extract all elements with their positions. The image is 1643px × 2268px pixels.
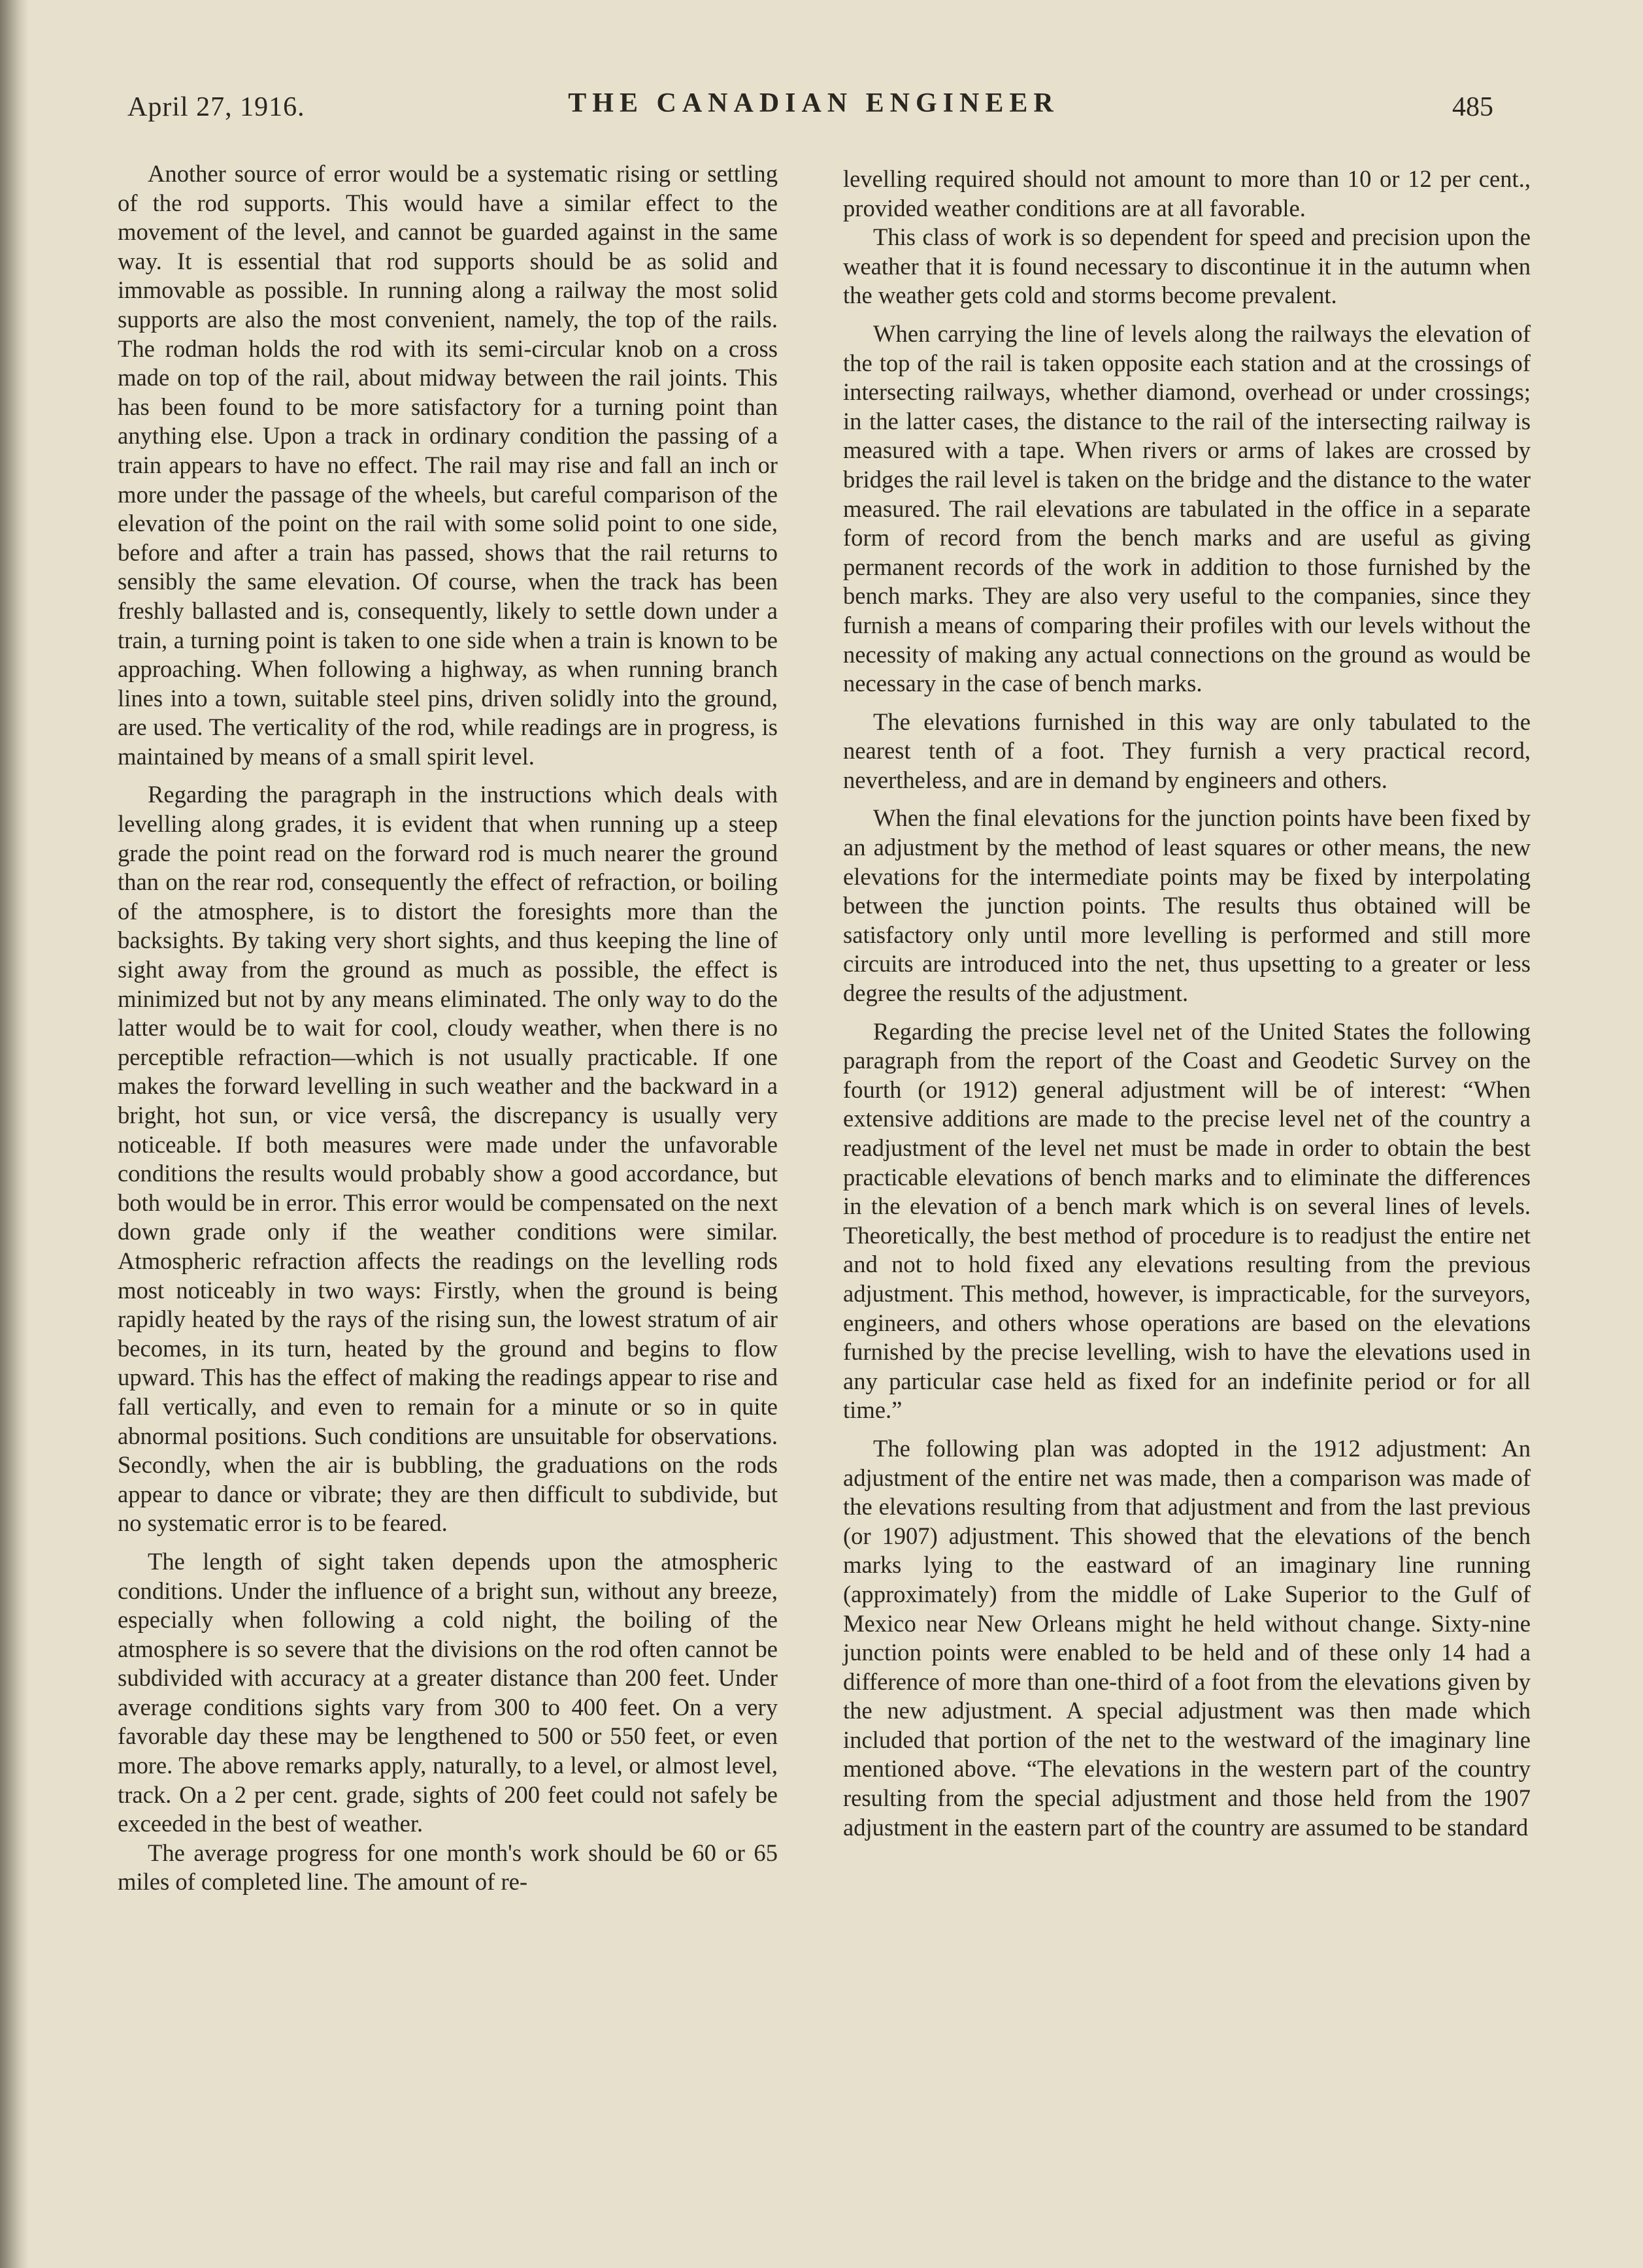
- paragraph: The average progress for one month's work should be 60 or 65 miles of completed line. The amount of re-: [118, 1839, 778, 1896]
- issue-date: April 27, 1916.: [127, 92, 305, 122]
- paragraph: levelling required should not amount to more than 10 or 12 per cent., provided weather conditions are at all favorable.: [843, 165, 1531, 222]
- paragraph: The elevations furnished in this way are only tabulated to the nearest tenth of a foot. They furnish a very practical record, nevertheless, and are in demand by engineers and others.: [843, 708, 1531, 793]
- right-column: [843, 165, 1531, 1842]
- paragraph: The length of sight taken depends upon the atmospheric conditions. Under the influence of a bright sun, without any breeze, especially when following a cold night, the boiling of the atmosphere is so severe that the divisions on the rod often cannot be subdivided with accuracy at a greater distance than 200 feet. Under average conditions sights vary from 300 to 400 feet. On a very favorable day these may be lengthened to 500 or 550 feet, or even more. The above remarks apply, naturally, to a level, or almost level, track. On a 2 per cent. grade, sights of 200 feet could not safely be exceeded in the best of weather.: [118, 1547, 778, 1837]
- page-gutter-fade: [20, 0, 29, 2268]
- paragraph: When the final elevations for the junction points have been fixed by an adjustment by the method of least squares or other means, the new elevations for the intermediate points may be fixed by interpolating between the junction points. The results thus obtained will be satisfactory only until more levelling is performed and still more circuits are introduced into the net, thus upsetting to a greater or less degree the results of the adjustment.: [843, 804, 1531, 1007]
- paragraph: Regarding the paragraph in the instructions which deals with levelling along grades, it is evident that when running up a steep grade the point read on the forward rod is much nearer the ground than on the rear rod, consequently the effect of refraction, or boiling of the atmosphere, is to distort the foresights more than the backsights. By taking very short sights, and thus keeping the line of sight away from the ground as much as possible, the effect is minimized but not by any means eliminated. The only way to do the latter would be to wait for cool, cloudy weather, when there is no perceptible refraction—which is not usually practicable. If one makes the forward levelling in such weather and the backward in a bright, hot sun, or vice versâ, the discrepancy is usually very noticeable. If both measures were made under the unfavorable conditions the results would probably show a good accordance, but both would be in error. This error would be compensated on the next down grade only if the weather conditions were similar. Atmospheric refraction affects the readings on the levelling rods most noticeably in two ways: Firstly, when the ground is being rapidly heated by the rays of the rising sun, the lowest stratum of air becomes, in its turn, heated by the ground and begins to flow upward. This has the effect of making the readings appear to rise and fall vertically, and even to remain for a minute or so in quite abnormal positions. Such conditions are unsuitable for observations. Secondly, when the air is bubbling, the graduations on the rods appear to dance or vibrate; they are then difficult to subdivide, but no systematic error is to be feared.: [118, 781, 778, 1537]
- paragraph: When carrying the line of levels along the railways the elevation of the top of the rail is taken opposite each station and at the crossings of intersecting railways, whether diamond, overhead or under crossings; in the latter cases, the distance to the rail of the intersecting railway is measured with a tape. When rivers or arms of lakes are crossed by bridges the rail level is taken on the bridge and the distance to the water measured. The rail elevations are tabulated in the office in a separate form of record from the bench marks and are useful as giving permanent records of the work in addition to those furnished by the bench marks. They are also very useful to the companies, since they furnish a means of comparing their profiles with our levels without the necessity of making any actual connections on the ground as would be necessary in the case of bench marks.: [843, 320, 1531, 697]
- page-gutter-shadow: [0, 0, 20, 2268]
- page-number: 485: [1452, 92, 1493, 122]
- left-column: [118, 159, 778, 1897]
- journal-title: THE CANADIAN ENGINEER: [568, 88, 1059, 118]
- running-header: [127, 80, 1500, 125]
- paragraph: The following plan was adopted in the 1912 adjustment: An adjustment of the entire net was made, then a comparison was made of the elevations resulting from that adjustment and from the last previous (or 1907) adjustment. This showed that the elevations of the bench marks lying to the eastward of an imaginary line running (approximately) from the middle of Lake Superior to the Gulf of Mexico near New Orleans might he held without change. Sixty-nine junction points were enabled to be held and of these only 14 had a difference of more than one-third of a foot from the elevations given by the new adjustment. A special adjustment was then made which included that portion of the net to the westward of the imaginary line mentioned above. “The elevations in the western part of the country resulting from the special adjustment and those held from the 1907 adjustment in the eastern part of the country are assumed to be standard: [843, 1434, 1531, 1841]
- paragraph: This class of work is so dependent for speed and precision upon the weather that it is found necessary to discontinue it in the autumn when the weather gets cold and storms become prevalent.: [843, 223, 1531, 309]
- paragraph: Regarding the precise level net of the United States the following paragraph from the report of the Coast and Geodetic Survey on the fourth (or 1912) general adjustment will be of interest: “When extensive additions are made to the precise level net of the country a readjustment of the level net must be made in order to obtain the best practicable elevations of bench marks and to eliminate the differences in the elevation of a bench mark which is on several lines of levels. Theoretically, the best method of procedure is to readjust the entire net and not to hold fixed any elevations resulting from the previous adjustment. This method, however, is impracticable, for the surveyors, engineers, and others whose operations are based on the elevations furnished by the precise levelling, wish to have the elevations used in any particular case held as fixed for an indefinite period or for all time.”: [843, 1017, 1531, 1424]
- paragraph: Another source of error would be a systematic rising or settling of the rod supports. This would have a similar effect to the movement of the level, and cannot be guarded against in the same way. It is essential that rod supports should be as solid and immovable as possible. In running along a railway the most solid supports are also the most convenient, namely, the top of the rails. The rodman holds the rod with its semi-circular knob on a cross made on top of the rail, about midway between the rail joints. This has been found to be more satisfactory for a turning point than anything else. Upon a track in ordinary condition the passing of a train appears to have no effect. The rail may rise and fall an inch or more under the passage of the wheels, but careful comparison of the elevation of the point on the rail with some solid point to one side, before and after a train has passed, shows that the rail returns to sensibly the same elevation. Of course, when the track has been freshly ballasted and is, consequently, likely to settle down under a train, a turning point is taken to one side when a train is known to be approaching. When following a highway, as when running branch lines into a town, suitable steel pins, driven solidly into the ground, are used. The verticality of the rod, while readings are in progress, is maintained by means of a small spirit level.: [118, 160, 778, 770]
